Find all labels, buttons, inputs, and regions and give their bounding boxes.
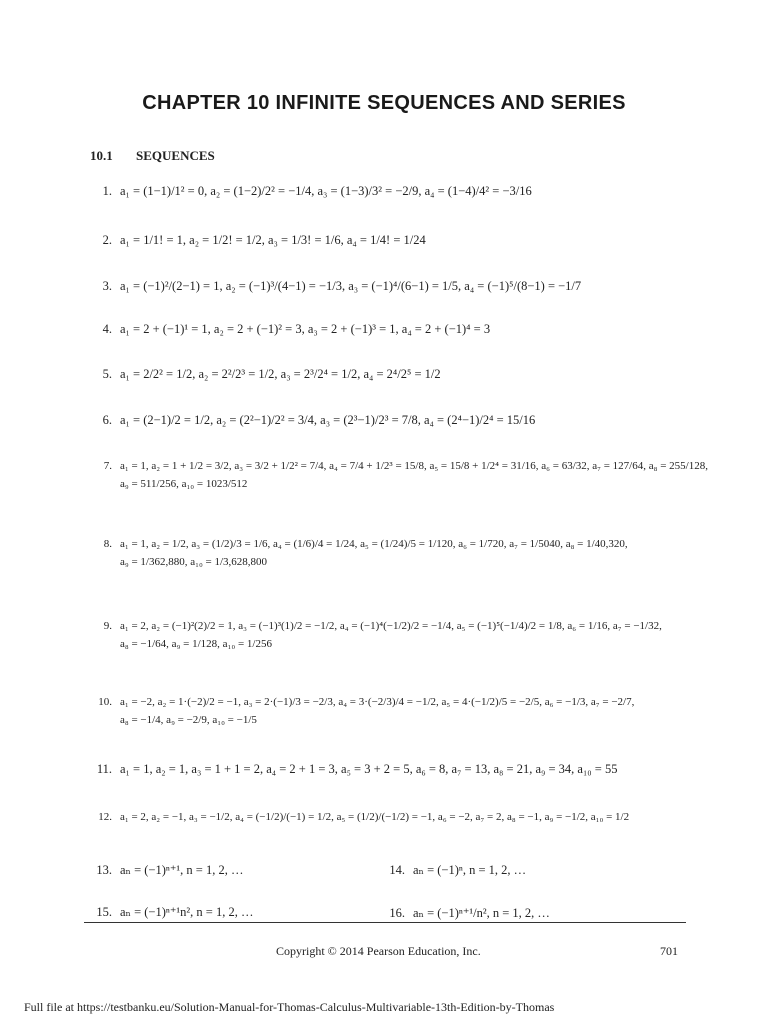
problem-number: 1. <box>102 184 112 198</box>
problem-10 <box>90 696 634 726</box>
section-heading <box>90 148 235 164</box>
problem-9 <box>90 620 662 650</box>
problem-12 <box>90 811 629 823</box>
problem-1 <box>90 184 532 199</box>
problem-number: 8. <box>103 538 112 550</box>
problem-13 <box>90 862 243 878</box>
problem-answer: a₁ = 2, a₂ = (−1)²(2)/2 = 1, a₃ = (−1)³(1)/2 = −1/2, a₄ = (−1)⁴(−1/2)/2 = −1/4, a₅ = (−1)⁵(−1/4)/2 = 1/8, a₆ = 1/16, a₇ = −1/32, <box>120 620 662 632</box>
problem-11 <box>90 762 617 777</box>
problem-number: 3. <box>102 279 112 293</box>
problem-answer: a₁ = 2, a₂ = −1, a₃ = −1/2, a₄ = (−1/2)/(−1) = 1/2, a₅ = (1/2)/(−1/2) = −1, a₆ = −2, a₇ = 2, a₈ = −1, a₉ = −1/2, a₁₀ = 1/2 <box>120 811 630 823</box>
problem-answer: aₙ = (−1)ⁿ⁺¹n², n = 1, 2, … <box>120 905 254 919</box>
problem-answer: aₙ = (−1)ⁿ⁺¹, n = 1, 2, … <box>120 863 244 877</box>
problem-answer: a₁ = 1, a₂ = 1/2, a₃ = (1/2)/3 = 1/6, a₄ = (1/6)/4 = 1/24, a₅ = (1/24)/5 = 1/120, a₆ = 1/720, a₇ = 1/5040, a₈ = 1/40,320, <box>120 538 628 550</box>
problem-answer-continued: a₈ = −1/4, a₉ = −2/9, a₁₀ = −1/5 <box>120 714 257 726</box>
problem-answer: a₁ = 1/1! = 1, a₂ = 1/2! = 1/2, a₃ = 1/3! = 1/6, a₄ = 1/4! = 1/24 <box>120 233 426 247</box>
problem-number: 14. <box>389 863 405 877</box>
problem-number: 10. <box>98 696 112 708</box>
problem-number: 16. <box>389 906 405 920</box>
problem-5 <box>90 367 441 382</box>
problem-answer-continued: a₉ = 1/362,880, a₁₀ = 1/3,628,800 <box>120 556 268 568</box>
problem-number: 13. <box>96 863 112 877</box>
problem-number: 15. <box>96 905 112 919</box>
footer-divider <box>84 922 686 923</box>
problem-number: 12. <box>98 811 112 823</box>
problem-answer: a₁ = (−1)²/(2−1) = 1, a₂ = (−1)³/(4−1) = −1/3, a₃ = (−1)⁴/(6−1) = 1/5, a₄ = (−1)⁵/(8−1) = −1/7 <box>120 279 582 293</box>
problem-answer: aₙ = (−1)ⁿ, n = 1, 2, … <box>413 863 527 877</box>
full-file-link[interactable]: Full file at https://testbanku.eu/Solution-Manual-for-Thomas-Calculus-Multivariable-13th-Edition-by-Thomas <box>24 1000 555 1014</box>
problem-answer: a₁ = (2−1)/2 = 1/2, a₂ = (2²−1)/2² = 3/4, a₃ = (2³−1)/2³ = 7/8, a₄ = (2⁴−1)/2⁴ = 15/16 <box>120 413 536 427</box>
problem-answer: a₁ = (1−1)/1² = 0, a₂ = (1−2)/2² = −1/4, a₃ = (1−3)/3² = −2/9, a₄ = (1−4)/4² = −3/16 <box>120 184 532 198</box>
problem-answer: a₁ = 1, a₂ = 1 + 1/2 = 3/2, a₃ = 3/2 + 1/2² = 7/4, a₄ = 7/4 + 1/2³ = 15/8, a₅ = 15/8 + 1/2⁴ = 31/16, a₆ = 63/32, a₇ = 127/64, a₈ = 255/128, <box>120 460 708 472</box>
problem-16 <box>383 905 550 921</box>
section-title: SEQUENCES <box>136 148 215 163</box>
problem-4 <box>90 322 490 337</box>
problem-answer: a₁ = 1, a₂ = 1, a₃ = 1 + 1 = 2, a₄ = 2 + 1 = 3, a₅ = 3 + 2 = 5, a₆ = 8, a₇ = 13, a₈ = 21, a₉ = 34, a₁₀ = 55 <box>120 762 618 776</box>
chapter-title: CHAPTER 10 INFINITE SEQUENCES AND SERIES <box>142 92 626 114</box>
problem-3 <box>90 279 581 294</box>
problem-answer: a₁ = 2/2² = 1/2, a₂ = 2²/2³ = 1/2, a₃ = 2³/2⁴ = 1/2, a₄ = 2⁴/2⁵ = 1/2 <box>120 367 441 381</box>
problem-15 <box>90 904 253 920</box>
problem-number: 4. <box>102 322 112 336</box>
problem-number: 2. <box>102 233 112 247</box>
problem-number: 9. <box>103 620 112 632</box>
section-number: 10.1 <box>90 148 113 163</box>
problem-answer: aₙ = (−1)ⁿ⁺¹/n², n = 1, 2, … <box>413 906 550 920</box>
problem-6 <box>90 413 535 428</box>
problem-7 <box>90 460 708 490</box>
problem-answer-continued: a₈ = −1/64, a₉ = 1/128, a₁₀ = 1/256 <box>120 638 272 650</box>
problem-2 <box>90 233 426 248</box>
copyright-notice: Copyright © 2014 Pearson Education, Inc. <box>276 944 481 958</box>
problem-answer-continued: a₉ = 511/256, a₁₀ = 1023/512 <box>120 478 248 490</box>
problem-number: 5. <box>102 367 112 381</box>
page-number: 701 <box>660 944 678 958</box>
problem-8 <box>90 538 628 568</box>
problem-14 <box>383 862 526 878</box>
problem-number: 7. <box>103 460 112 472</box>
problem-answer: a₁ = 2 + (−1)¹ = 1, a₂ = 2 + (−1)² = 3, a₃ = 2 + (−1)³ = 1, a₄ = 2 + (−1)⁴ = 3 <box>120 322 491 336</box>
problem-answer: a₁ = −2, a₂ = 1·(−2)/2 = −1, a₃ = 2·(−1)/3 = −2/3, a₄ = 3·(−2/3)/4 = −1/2, a₅ = 4·(−1/2)/5 = −2/5, a₆ = −1/3, a₇ = −2/7, <box>120 696 635 708</box>
problem-number: 11. <box>96 762 112 776</box>
problem-number: 6. <box>102 413 112 427</box>
